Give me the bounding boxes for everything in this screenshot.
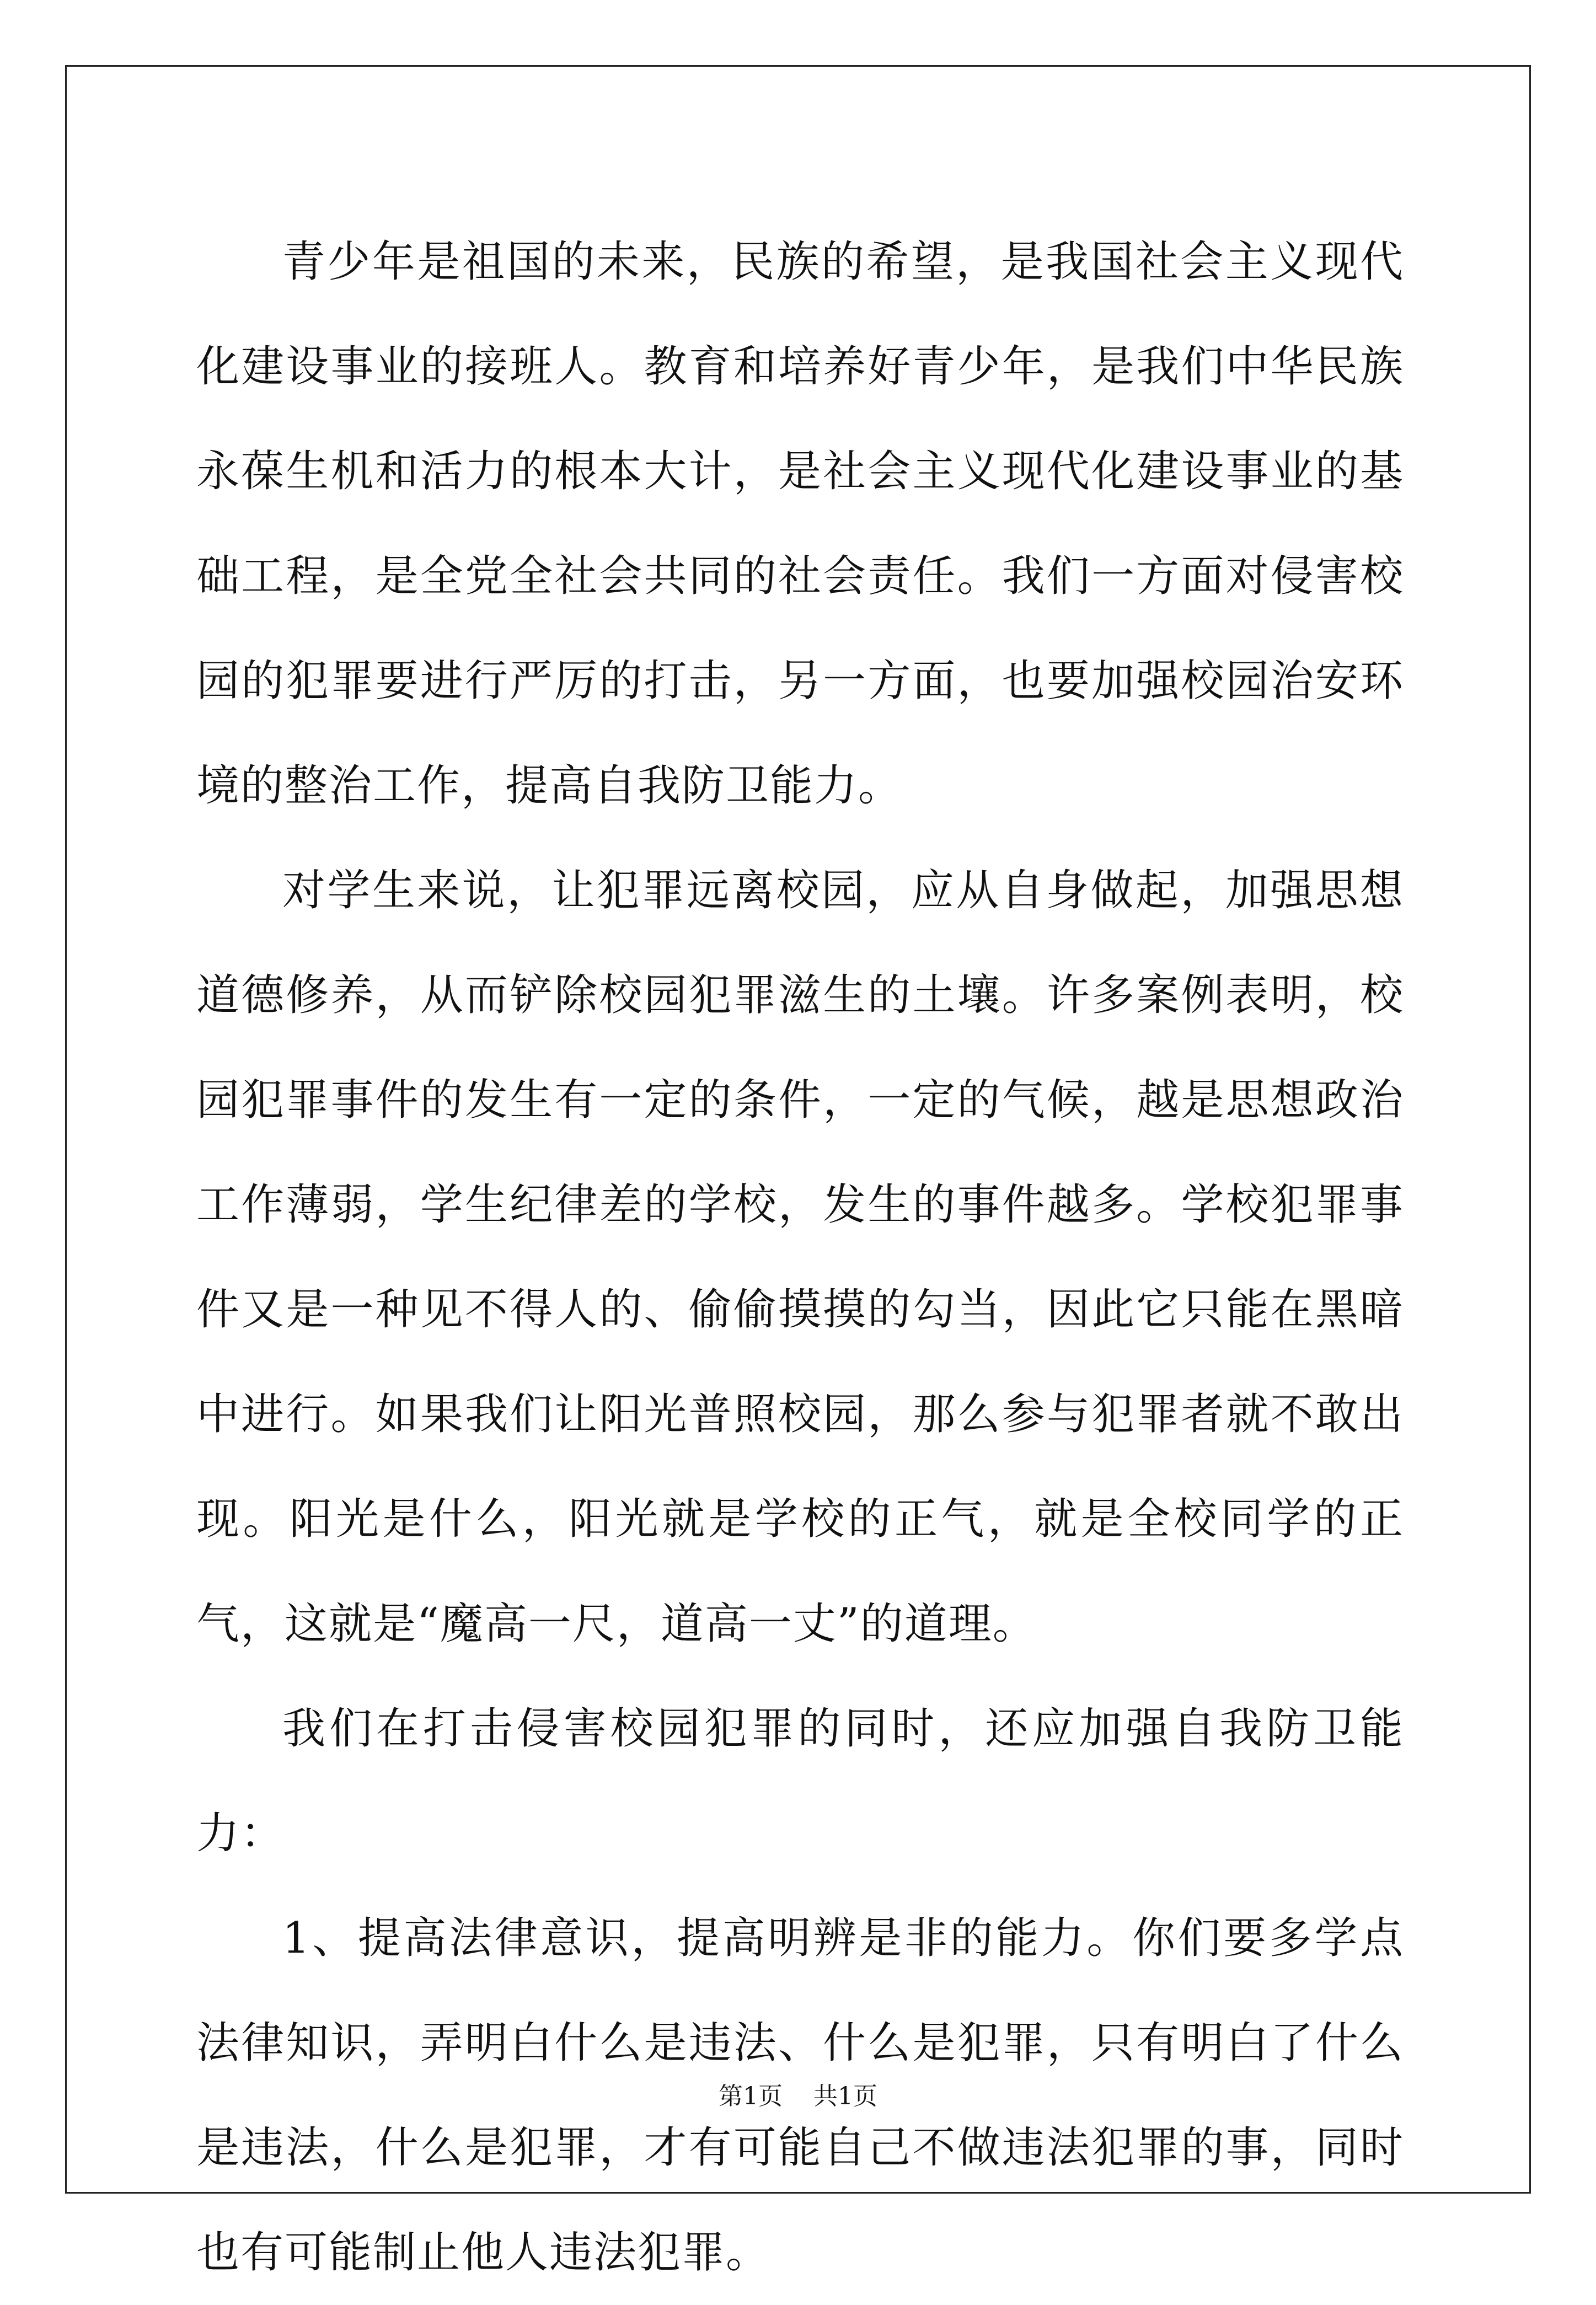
page-number: 第1页 — [719, 2082, 783, 2110]
paragraph-3: 我们在打击侵害校园犯罪的同时，还应加强自我防卫能力： — [196, 1704, 1404, 1858]
page-total: 共1页 — [813, 2082, 877, 2110]
document-body — [196, 210, 1404, 2305]
paragraph-4: 1、提高法律意识，提高明辨是非的能力。你们要多学点法律知识，弄明白什么是违法、什么是犯罪，只有明白了什么是违法，什么是犯罪，才有可能自己不做违法犯罪的事，同时也有可能制止他人违法犯罪。 — [196, 1913, 1404, 2277]
paragraph-1: 青少年是祖国的未来，民族的希望，是我国社会主义现代化建设事业的接班人。教育和培养好青少年，是我们中华民族永葆生机和活力的根本大计，是社会主义现代化建设事业的基础工程，是全党全社会共同的社会责任。我们一方面对侵害校园的犯罪要进行严厉的打击，另一方面，也要加强校园治安环境的整治工作，提高自我防卫能力。 — [196, 237, 1404, 811]
page-footer — [0, 2080, 1596, 2113]
paragraph-2: 对学生来说，让犯罪远离校园，应从自身做起，加强思想道德修养，从而铲除校园犯罪滋生的土壤。许多案例表明，校园犯罪事件的发生有一定的条件，一定的气候，越是思想政治工作薄弱，学生纪律差的学校，发生的事件越多。学校犯罪事件又是一种见不得人的、偷偷摸摸的勾当，因此它只能在黑暗中进行。如果我们让阳光普照校园，那么参与犯罪者就不敢出现。阳光是什么，阳光就是学校的正气，就是全校同学的正气，这就是“魔高一尺，道高一丈”的道理。 — [196, 866, 1404, 1649]
